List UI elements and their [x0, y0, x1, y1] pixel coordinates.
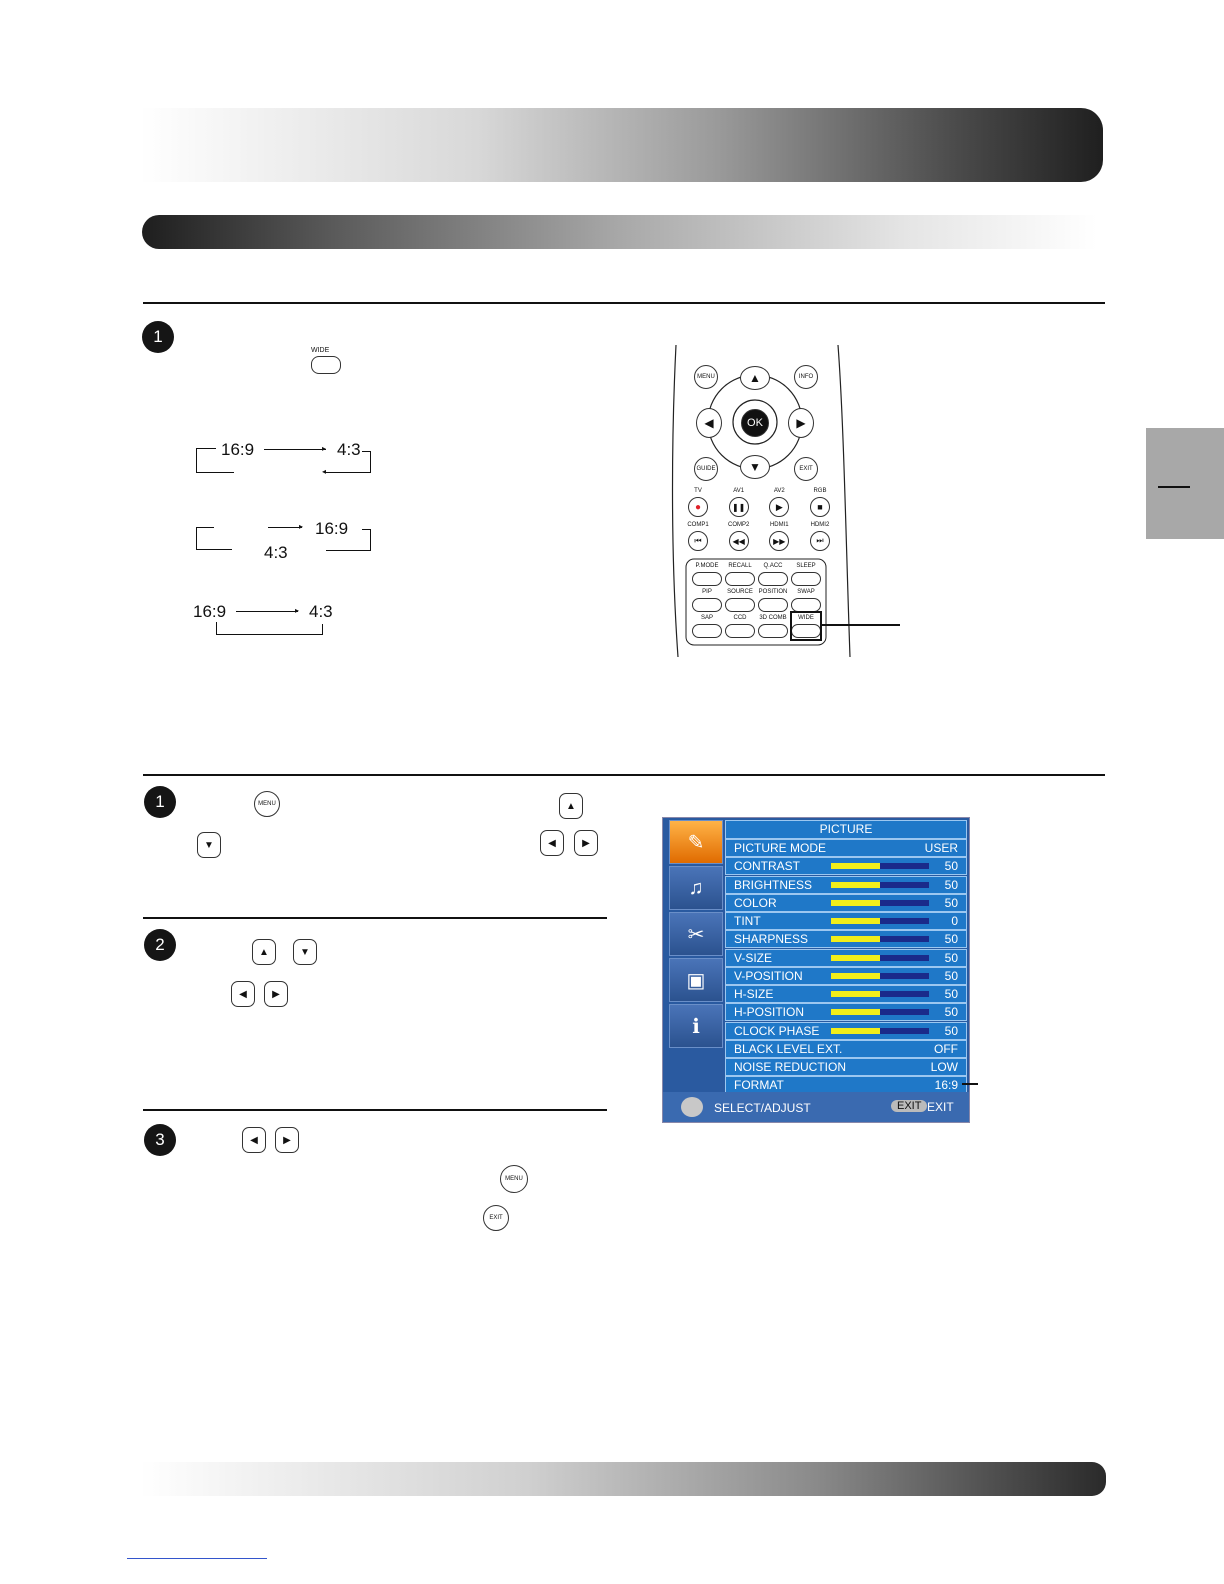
osd-row-value: USER — [924, 841, 958, 855]
remote-key-label: SOURCE — [727, 589, 753, 595]
osd-row — [725, 876, 967, 894]
skip-back-icon: ⏮ — [688, 531, 708, 551]
stop-icon: ■ — [810, 497, 830, 517]
exit-key-icon: EXIT — [483, 1205, 509, 1231]
step-divider — [143, 1109, 607, 1111]
remote-key — [692, 572, 722, 586]
osd-slider-fill — [831, 955, 880, 961]
osd-row — [725, 839, 967, 857]
osd-footer — [663, 1092, 969, 1122]
osd-row-label: H-SIZE — [734, 987, 774, 1001]
osd-slider-fill — [831, 863, 880, 869]
osd-row — [725, 930, 967, 948]
format-label: 16:9 — [315, 519, 349, 538]
osd-row — [725, 1022, 967, 1040]
osd-row — [725, 912, 967, 930]
osd-row-label: COLOR — [734, 895, 777, 910]
remote-key-label: PIP — [702, 589, 712, 595]
step-number-1: 1 — [142, 321, 174, 353]
menu-key-icon: MENU — [500, 1165, 528, 1193]
remote-key — [791, 598, 821, 612]
osd-row-label: CLOCK PHASE — [734, 1023, 820, 1038]
hdmi1-label: HDMI1 — [769, 522, 789, 528]
remote-key — [725, 624, 755, 638]
osd-slider-bar — [831, 900, 929, 906]
osd-slider-bar — [831, 918, 929, 924]
right-key-icon: ▶ — [574, 830, 598, 856]
av1-label: AV1 — [733, 488, 745, 494]
step-number-3: 3 — [144, 1124, 176, 1156]
osd-row-value: 50 — [944, 950, 958, 965]
osd-row-label: BRIGHTNESS — [734, 877, 813, 892]
remote-key-label: POSITION — [758, 589, 788, 595]
osd-slider-fill — [831, 900, 880, 906]
osd-row — [725, 1058, 967, 1076]
osd-row — [725, 949, 967, 967]
rewind-icon: ◀◀ — [729, 531, 749, 551]
play-icon: ▶ — [769, 497, 789, 517]
wide-key-icon — [311, 356, 341, 374]
remote-key-label: SAP — [700, 615, 713, 621]
osd-title: PICTURE — [725, 820, 967, 839]
osd-slider-fill — [831, 1028, 880, 1034]
osd-row-label: TINT — [734, 914, 761, 928]
remote-key-label: WIDE — [798, 615, 814, 621]
osd-slider-bar — [831, 863, 929, 869]
down-key-icon: ▼ — [197, 832, 221, 858]
section-banner — [142, 215, 1097, 249]
tv-category-icon: ▣ — [669, 958, 723, 1002]
up-arrow-icon: ▲ — [740, 366, 770, 390]
osd-row-value: 50 — [944, 1023, 958, 1038]
osd-slider-fill — [831, 918, 880, 924]
osd-slider-bar — [831, 1028, 929, 1034]
exit-badge: EXIT — [891, 1100, 927, 1112]
osd-row — [725, 967, 967, 985]
osd-row-value: 50 — [944, 987, 958, 1001]
right-key-icon: ▶ — [275, 1127, 299, 1153]
footer-underline — [127, 1558, 267, 1559]
osd-row-value: 50 — [944, 968, 958, 983]
left-key-icon: ◀ — [242, 1127, 266, 1153]
step-number-1: 1 — [144, 786, 176, 818]
info-category-icon: ℹ — [669, 1004, 723, 1048]
remote-key-label: Q.ACC — [763, 563, 783, 569]
info-button: INFO — [794, 365, 818, 389]
skip-forward-icon: ⏭ — [810, 531, 830, 551]
osd-row-value: OFF — [934, 1041, 958, 1056]
up-key-icon: ▲ — [559, 793, 583, 819]
tv-label: TV — [694, 488, 702, 494]
osd-row — [725, 985, 967, 1003]
osd-row-label: CONTRAST — [734, 859, 800, 874]
av2-label: AV2 — [773, 488, 785, 494]
comp2-label: COMP2 — [727, 522, 750, 528]
osd-row-value: 0 — [951, 914, 958, 928]
remote-key-label: SWAP — [797, 589, 815, 595]
menu-key-icon: MENU — [254, 791, 280, 817]
left-key-icon: ◀ — [231, 981, 255, 1007]
osd-category-sidebar — [666, 820, 722, 1090]
osd-row-value: 50 — [944, 932, 958, 947]
joystick-icon — [681, 1097, 703, 1117]
section-divider — [143, 302, 1105, 304]
format-label: 16:9 — [193, 602, 227, 621]
osd-row-value: 16:9 — [934, 1078, 958, 1093]
wide-key-label: WIDE — [311, 347, 330, 354]
remote-key — [725, 598, 755, 612]
comp1-label: COMP1 — [687, 522, 709, 528]
header-banner — [140, 108, 1103, 182]
wide-key-highlight — [790, 611, 822, 641]
osd-row-value: 50 — [944, 877, 958, 892]
picture-category-icon: ✎ — [669, 820, 723, 864]
osd-row-label: FORMAT — [734, 1078, 784, 1093]
setup-tools-icon: ✂ — [669, 912, 723, 956]
picture-osd-menu — [662, 817, 970, 1123]
callout-line — [822, 624, 900, 626]
osd-row-label: SHARPNESS — [734, 932, 809, 947]
osd-row — [725, 894, 967, 912]
fast-forward-icon: ▶▶ — [769, 531, 789, 551]
left-key-icon: ◀ — [540, 830, 564, 856]
osd-row-value: 50 — [944, 859, 958, 874]
osd-row — [725, 1040, 967, 1058]
remote-key-label: SLEEP — [796, 563, 816, 569]
remote-key-label: 3D COMB — [759, 615, 787, 621]
osd-row-value: LOW — [930, 1060, 958, 1074]
osd-slider-fill — [831, 973, 880, 979]
hdmi2-label: HDMI2 — [810, 522, 830, 528]
format-label: 4:3 — [309, 602, 333, 621]
format-label: 4:3 — [337, 440, 361, 459]
osd-row-value: 50 — [944, 1005, 958, 1020]
left-arrow-icon: ◀ — [696, 408, 722, 438]
osd-slider-fill — [831, 1009, 880, 1015]
osd-row-label: H-POSITION — [734, 1005, 805, 1020]
remote-key — [758, 598, 788, 612]
osd-slider-fill — [831, 936, 880, 942]
footer-select-adjust: SELECT/ADJUST — [714, 1101, 811, 1115]
osd-row-label: V-POSITION — [734, 968, 803, 983]
step-number-2: 2 — [144, 929, 176, 961]
osd-row-value: 50 — [944, 895, 958, 910]
right-arrow-icon: ▶ — [788, 408, 814, 438]
osd-slider-fill — [831, 882, 880, 888]
footer-exit: EXIT — [927, 1100, 954, 1114]
menu-button: MENU — [694, 365, 718, 389]
format-label: 16:9 — [221, 440, 255, 459]
footer-banner — [140, 1462, 1106, 1496]
osd-row-label: V-SIZE — [734, 950, 773, 965]
right-key-icon: ▶ — [264, 981, 288, 1007]
osd-row-label: PICTURE MODE — [734, 841, 827, 855]
rgb-label: RGB — [813, 488, 827, 494]
osd-slider-bar — [831, 936, 929, 942]
remote-key — [692, 624, 722, 638]
osd-slider-bar — [831, 955, 929, 961]
down-key-icon: ▼ — [293, 939, 317, 965]
exit-button: EXIT — [794, 457, 818, 481]
pause-icon: ❚❚ — [729, 497, 749, 517]
section-divider — [143, 774, 1105, 776]
remote-key — [758, 572, 788, 586]
osd-row-label: NOISE REDUCTION — [734, 1060, 847, 1074]
remote-key — [758, 624, 788, 638]
guide-button: GUIDE — [694, 457, 718, 481]
remote-key — [791, 572, 821, 586]
ok-button: OK — [741, 409, 769, 437]
osd-row — [725, 857, 967, 875]
osd-slider-bar — [831, 882, 929, 888]
osd-slider-bar — [831, 1009, 929, 1015]
record-icon: ● — [688, 497, 708, 517]
remote-key-label: CCD — [733, 615, 747, 621]
format-callout-line — [962, 1083, 978, 1085]
format-label: 4:3 — [264, 543, 288, 562]
audio-category-icon: ♫ — [669, 866, 723, 910]
side-tab — [1146, 428, 1224, 539]
osd-slider-bar — [831, 973, 929, 979]
osd-slider-fill — [831, 991, 880, 997]
remote-key — [692, 598, 722, 612]
osd-row-label: BLACK LEVEL EXT. — [734, 1041, 843, 1056]
up-key-icon: ▲ — [252, 939, 276, 965]
remote-key-label: P.MODE — [695, 563, 719, 569]
remote-key-label: RECALL — [728, 563, 752, 569]
down-arrow-icon: ▼ — [740, 455, 770, 479]
osd-slider-bar — [831, 991, 929, 997]
remote-key — [725, 572, 755, 586]
osd-row — [725, 1003, 967, 1021]
step-divider — [143, 917, 607, 919]
